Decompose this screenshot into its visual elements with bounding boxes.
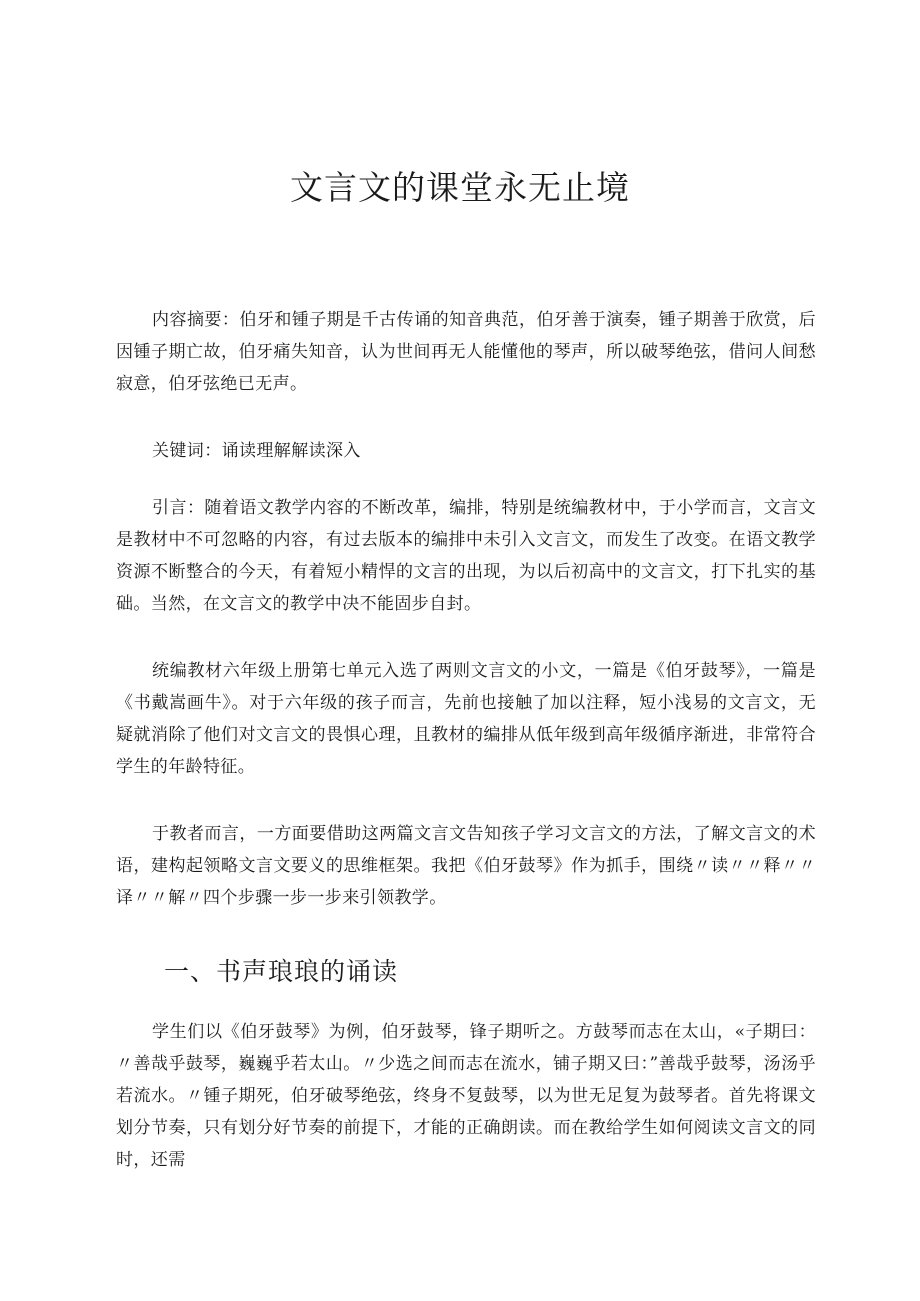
intro-paragraph: 引言：随着语文教学内容的不断改革，编排，特别是统编教材中，于小学而言，文言文是教材中不可忽略的内容，有过去版本的编排中未引入文言文，而发生了改变。在语文教学资源不断整合的今天，有着短小精悍的文言的出现，为以后初高中的文言文，打下扎实的基础。当然，在文言文的教学中决不能固步自封。 [116,498,816,614]
section-heading: 一、书声琅琅的诵读 [164,957,399,986]
section-paragraph: 学生们以《伯牙鼓琴》为例，伯牙鼓琴，锋子期听之。方鼓琴而志在太山，«子期曰：〃善哉乎鼓琴，巍巍乎若太山。〃少选之间而志在流水，铺子期又曰：”善哉乎鼓琴，汤汤乎若流水。〃锺子期死，伯牙破琴绝弦，终身不复鼓琴，以为世无足复为鼓琴者。首先将课文划分节奏，只有划分好节奏的前提下，才能的正确朗读。而在教给学生如何阅读文言文的同时，还需 [116,1022,816,1170]
abstract-paragraph: 内容摘要：伯牙和锺子期是千古传诵的知音典范，伯牙善于演奏，锺子期善于欣赏，后因锺子期亡故，伯牙痛失知音，认为世间再无人能懂他的琴声，所以破琴绝弦，借问人间愁寂意，伯牙弦绝已无声。 [116,310,816,394]
document-title: 文言文的课堂永无止境 [290,168,630,207]
teacher-paragraph: 于教者而言，一方面要借助这两篇文言文告知孩子学习文言文的方法，了解文言文的术语，建构起领略文言文要义的思维框架。我把《伯牙鼓琴》作为抓手，围绕〃读〃〃释〃〃译〃〃解〃四个步骤一步一步来引领教学。 [116,824,816,908]
textbook-paragraph: 统编教材六年级上册第七单元入选了两则文言文的小文，一篇是《伯牙鼓琴》，一篇是《书戴嵩画牛》。对于六年级的孩子而言，先前也接触了加以注释，短小浅易的文言文，无疑就消除了他们对文言文的畏惧心理，且教材的编排从低年级到高年级循序渐进，非常符合学生的年龄特征。 [116,661,816,777]
keywords-paragraph: 关键词：诵读理解解读深入 [152,441,361,461]
